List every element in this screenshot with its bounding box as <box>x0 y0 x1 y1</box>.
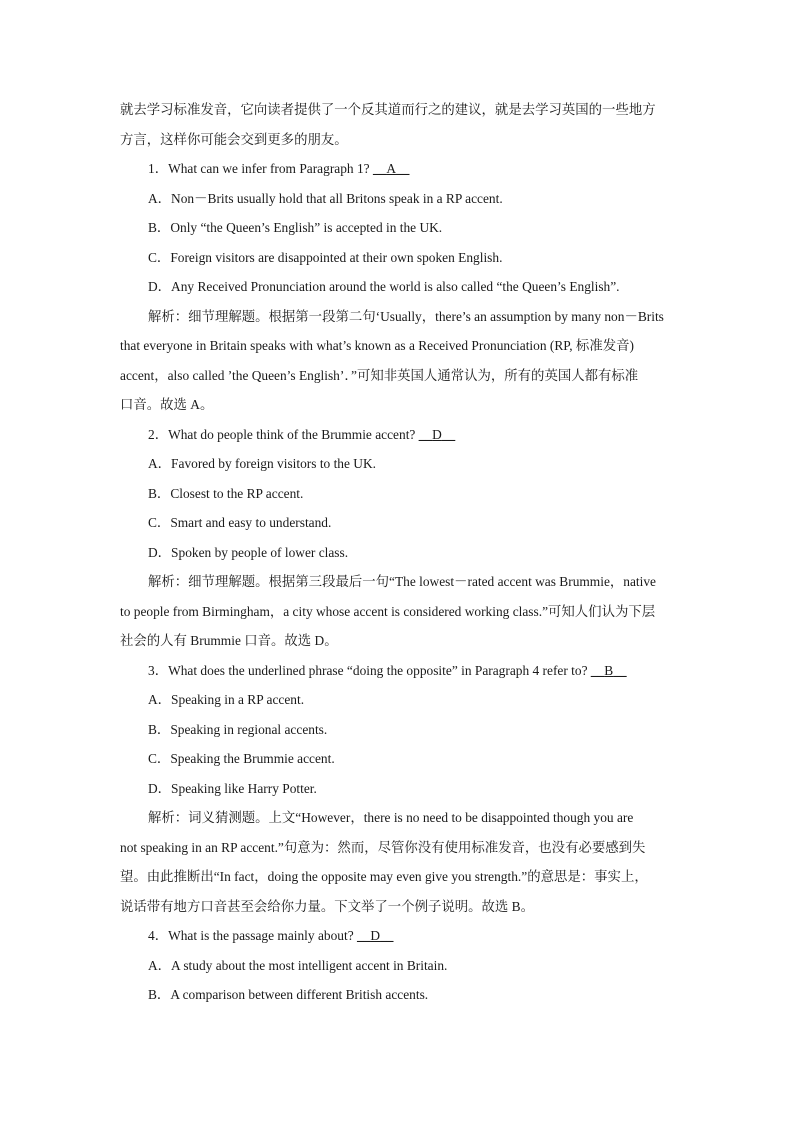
line-text: B．Speaking in regional accents. <box>148 721 328 737</box>
text-line <box>120 508 676 538</box>
line-text: C．Smart and easy to understand. <box>148 515 332 530</box>
text-line <box>120 803 676 833</box>
question-line <box>120 420 676 450</box>
line-text: B．Only “the Queen’s English” is accepted in the UK. <box>148 220 443 235</box>
answer-blank: __ <box>441 426 456 442</box>
text-line <box>120 951 676 981</box>
text-line <box>120 272 676 302</box>
text-line <box>120 361 676 391</box>
text-line <box>120 715 676 745</box>
answer-blank: __ <box>357 928 371 943</box>
line-text: B．A comparison between different British accents. <box>148 987 429 1002</box>
text-line <box>120 833 676 863</box>
line-text: 2．What do people think of the Brummie accent? <box>148 426 419 442</box>
question-line <box>120 154 676 184</box>
text-line <box>120 302 676 332</box>
line-text: A．A study about the most intelligent accent in Britain. <box>148 957 448 973</box>
text-line <box>120 862 676 892</box>
question-line <box>120 921 676 951</box>
line-text: D．Spoken by people of lower class. <box>148 544 349 560</box>
text-line <box>120 213 676 243</box>
line-text: 社会的人有 Brummie 口音。故选 D。 <box>120 633 338 648</box>
line-text: D．Speaking like Harry Potter. <box>148 780 317 796</box>
text-line <box>120 184 676 214</box>
line-text: 解析：词义猜测题。上文“However，there is no need to be disappointed though you are <box>148 810 634 825</box>
answer-blank: __ <box>613 662 627 678</box>
text-line <box>120 744 676 774</box>
text-line <box>120 243 676 273</box>
line-text: A．Non－Brits usually hold that all Britons speak in a RP accent. <box>148 190 503 206</box>
line-text: accent，also called ’the Queen’s English’．”可知非英国人通常认为，所有的英国人都有标准 <box>120 367 639 383</box>
line-text: D．Any Received Pronunciation around the world is also called “the Queen’s English”. <box>148 279 620 294</box>
line-text: 3．What does the underlined phrase “doing the opposite” in Paragraph 4 refer to? <box>148 662 591 678</box>
line-text: 就去学习标准发音，它向读者提供了一个反其道而行之的建议，就是去学习英国的一些地方 <box>120 102 656 117</box>
text-line <box>120 892 676 922</box>
text-line <box>120 567 676 597</box>
document-body <box>120 95 676 1010</box>
line-text: C．Foreign visitors are disappointed at their own spoken English. <box>148 249 503 265</box>
line-text: to people from Birmingham，a city whose accent is considered working class.”可知人们认为下层 <box>120 603 656 619</box>
line-text: A．Favored by foreign visitors to the UK. <box>148 456 376 471</box>
text-line <box>120 390 676 420</box>
answer-letter: D <box>432 426 442 442</box>
answer-blank: __ <box>372 161 387 176</box>
line-text: 1．What can we infer from Paragraph 1? <box>148 161 373 176</box>
answer-blank: __ <box>380 928 394 943</box>
line-text: 解析：细节理解题。根据第三段最后一句“The lowest－rated accent was Brummie，native <box>148 574 656 589</box>
text-line <box>120 449 676 479</box>
answer-blank: __ <box>590 662 605 678</box>
answer-letter: A <box>386 161 397 176</box>
line-text: 方言，这样你可能会交到更多的朋友。 <box>120 131 348 147</box>
text-line <box>120 125 676 155</box>
text-line <box>120 774 676 804</box>
question-line <box>120 656 676 686</box>
line-text: that everyone in Britain speaks with what’s known as a Received Pronunciation (RP, 标准发音) <box>120 338 634 353</box>
line-text: 望。由此推断出“In fact，doing the opposite may even give you strength.”的意思是：事实上， <box>120 869 648 884</box>
answer-blank: __ <box>396 161 410 176</box>
line-text: not speaking in an RP accent.”句意为：然而，尽管你没有使用标准发音，也没有必要感到失 <box>120 839 646 855</box>
line-text: 4．What is the passage mainly about? <box>148 928 357 943</box>
line-text: C．Speaking the Brummie accent. <box>148 751 335 766</box>
text-line <box>120 538 676 568</box>
text-line <box>120 597 676 627</box>
answer-letter: B <box>604 662 614 678</box>
line-text: 口音。故选 A。 <box>120 397 214 412</box>
line-text: 解析：细节理解题。根据第一段第二句‘Usually，there’s an assumption by many non－Brits <box>148 308 664 324</box>
text-line <box>120 626 676 656</box>
line-text: A．Speaking in a RP accent. <box>148 692 305 707</box>
text-line <box>120 95 676 125</box>
text-line <box>120 331 676 361</box>
text-line <box>120 685 676 715</box>
line-text: 说话带有地方口音甚至会给你力量。下文举了一个例子说明。故选 B。 <box>120 898 534 914</box>
answer-letter: D <box>370 928 381 943</box>
answer-blank: __ <box>418 426 433 442</box>
text-line <box>120 980 676 1010</box>
text-line <box>120 479 676 509</box>
line-text: B．Closest to the RP accent. <box>148 485 304 501</box>
